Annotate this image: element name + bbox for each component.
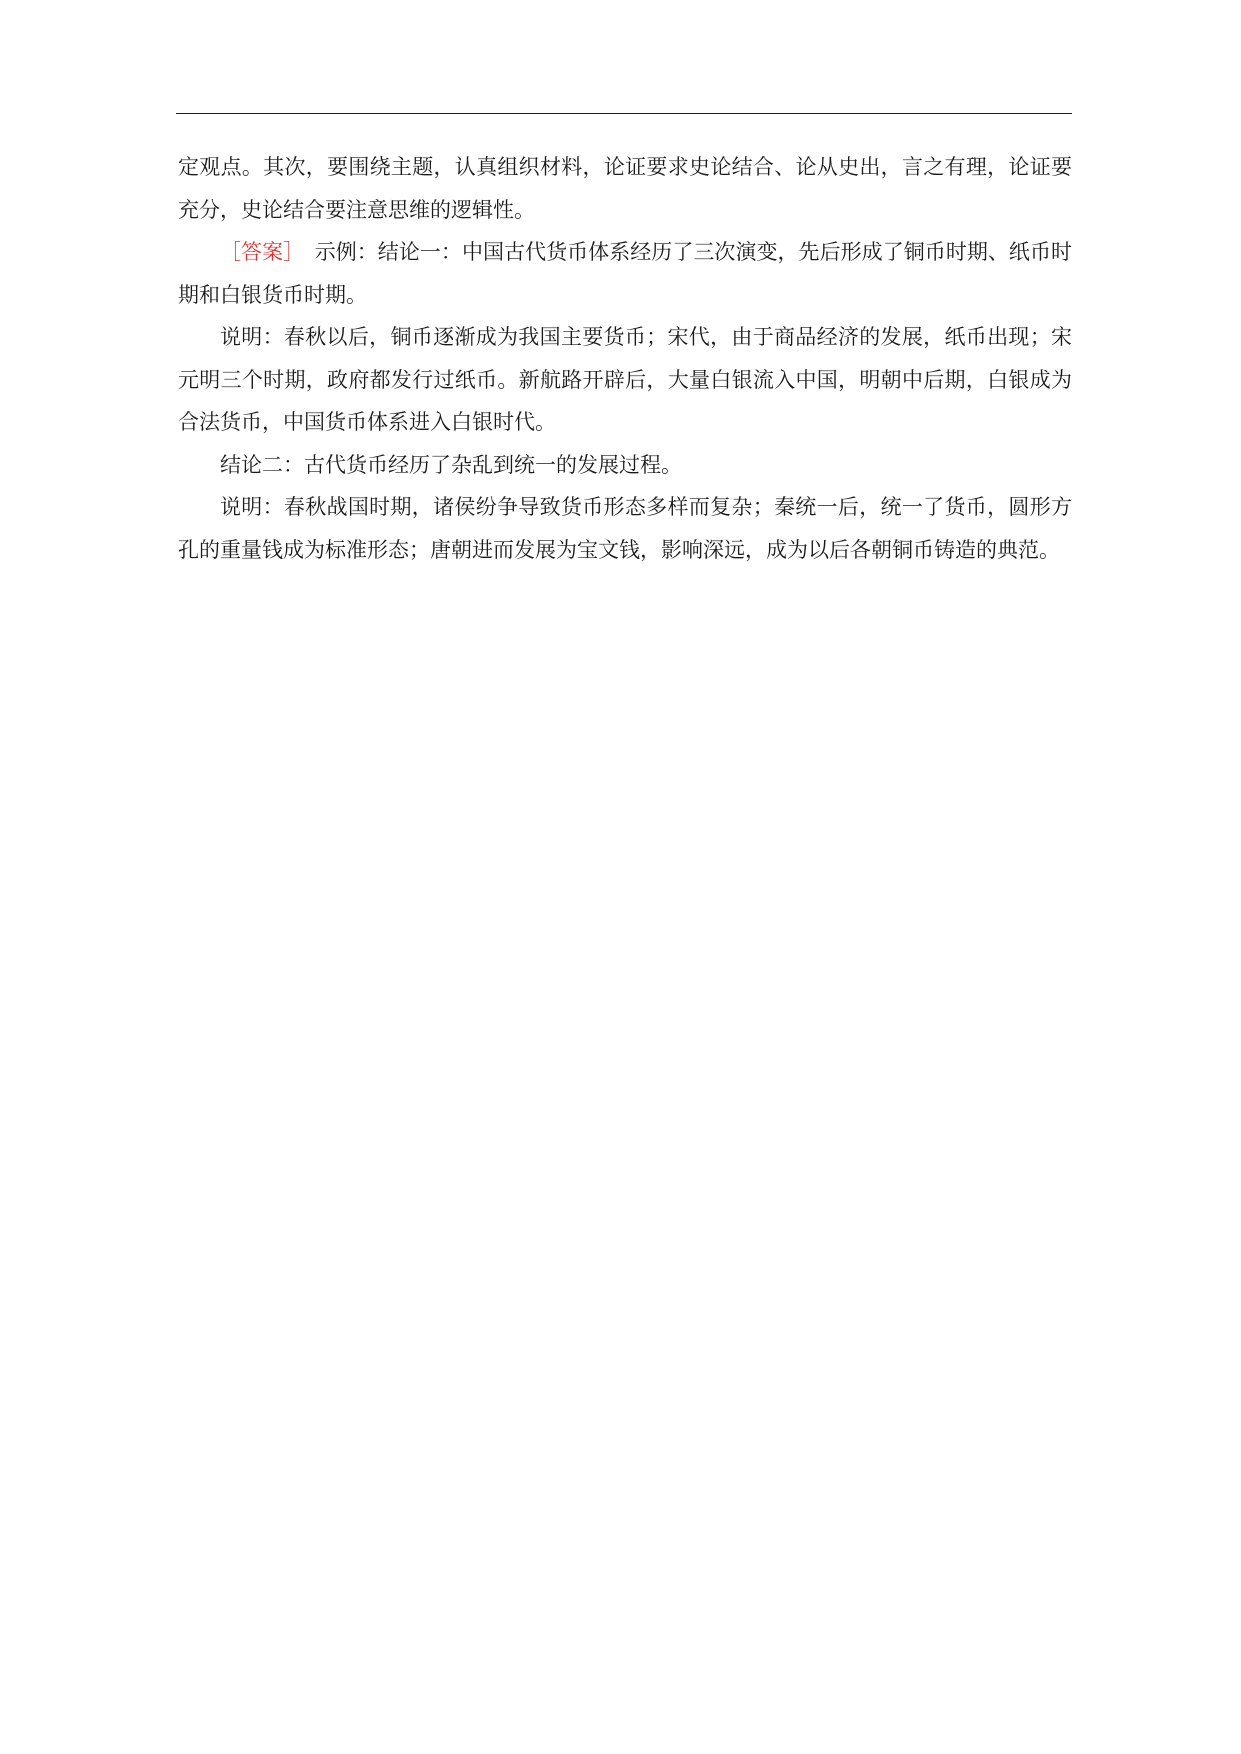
document-body bbox=[178, 146, 1072, 571]
paragraph-explanation-two: 说明：春秋战国时期，诸侯纷争导致货币形态多样而复杂；秦统一后，统一了货币，圆形方孔的重量钱成为标准形态；唐朝进而发展为宝文钱，影响深远，成为以后各朝铜币铸造的典范。 bbox=[178, 495, 1072, 562]
answer-tag: ［答案］ bbox=[220, 240, 294, 264]
paragraph-continuation: 定观点。其次，要围绕主题，认真组织材料，论证要求史论结合、论从史出，言之有理，论证要充分，史论结合要注意思维的逻辑性。 bbox=[178, 155, 1072, 222]
header-rule bbox=[176, 113, 1072, 114]
paragraph-explanation-one: 说明：春秋以后，铜币逐渐成为我国主要货币；宋代，由于商品经济的发展，纸币出现；宋元明三个时期，政府都发行过纸币。新航路开辟后，大量白银流入中国，明朝中后期，白银成为合法货币，中国货币体系进入白银时代。 bbox=[178, 325, 1072, 434]
paragraph-answer-conclusion-one bbox=[178, 231, 1072, 316]
answer-text: 示例：结论一：中国古代货币体系经历了三次演变，先后形成了铜币时期、纸币时期和白银货币时期。 bbox=[178, 240, 1073, 307]
paragraph-conclusion-two: 结论二：古代货币经历了杂乱到统一的发展过程。 bbox=[220, 452, 682, 477]
